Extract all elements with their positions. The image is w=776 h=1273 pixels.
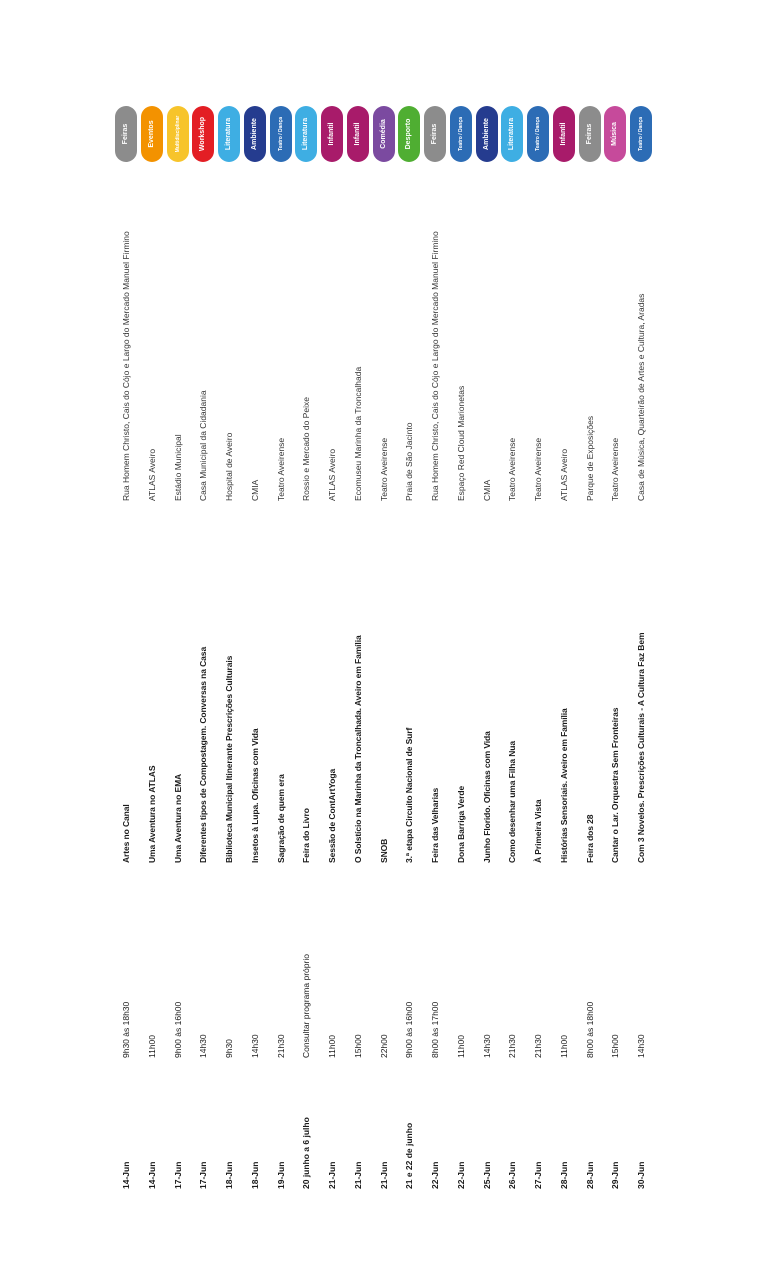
table-row — [503, 0, 521, 1273]
event-place: Rua Homem Christo, Cais do Cójo e Largo do Mercado Manuel Firmino — [121, 231, 131, 501]
event-date: 27-Jun — [533, 1161, 543, 1189]
category-badge: Teatro / Dança — [630, 106, 652, 162]
event-title: Uma Aventura no ATLAS — [146, 765, 157, 863]
table-row — [143, 0, 161, 1273]
event-time: 14h30 — [636, 1034, 646, 1058]
event-time: 21h30 — [507, 1034, 518, 1058]
event-place: ATLAS Aveiro — [146, 448, 157, 501]
table-row — [220, 0, 238, 1273]
category-badge: Feiras — [424, 106, 446, 162]
event-title: Sessão de ContArtYoga — [327, 768, 337, 863]
event-time: 14h30 — [198, 1034, 209, 1058]
table-row — [297, 0, 315, 1273]
event-date: 22-Jun — [455, 1161, 466, 1189]
event-place: Teatro Aveirense — [275, 437, 286, 501]
table-row — [272, 0, 290, 1273]
category-badge: Música — [604, 106, 626, 162]
category-badge: Comédia — [373, 106, 395, 162]
event-date: 28-Jun — [584, 1161, 595, 1189]
event-place: Rua Homem Christo, Cais do Cójo e Largo do Mercado Manuel Firmino — [430, 231, 440, 501]
category-badge: Infantil — [553, 106, 575, 162]
table-row — [452, 0, 470, 1273]
event-time: 9h00 às 16h00 — [172, 1001, 183, 1058]
category-badge: Feiras — [579, 106, 601, 162]
category-badge: Literatura — [295, 106, 317, 162]
table-row — [117, 0, 135, 1273]
event-place: Rossio e Mercado do Peixe — [301, 397, 312, 501]
category-badge: Ambiente — [476, 106, 498, 162]
event-title: Histórias Sensoriais. Aveiro em Família — [558, 708, 569, 863]
event-date: 14-Jun — [146, 1161, 157, 1189]
event-time: 11h00 — [558, 1034, 569, 1058]
event-time: 15h00 — [610, 1034, 621, 1058]
category-badge: Multidisciplinar — [167, 106, 189, 162]
event-time: 11h00 — [146, 1034, 157, 1058]
event-title: O Solstício na Marinha da Troncalhada. Aveiro em Família — [352, 635, 363, 863]
event-time: 9h30 às 18h30 — [121, 1001, 131, 1058]
event-title: Biblioteca Municipal Itinerante Prescrições Culturais — [224, 655, 234, 863]
table-row — [169, 0, 187, 1273]
table-row — [555, 0, 573, 1273]
event-date: 20 junho a 6 julho — [301, 1117, 312, 1189]
table-row — [632, 0, 650, 1273]
event-date: 21 e 22 de junho — [404, 1122, 415, 1189]
event-date: 22-Jun — [430, 1161, 440, 1189]
event-place: Teatro Aveirense — [378, 437, 389, 501]
event-date: 17-Jun — [172, 1161, 183, 1189]
event-title: Com 3 Novelos. Prescrições Culturais - A Cultura Faz Bem — [636, 632, 646, 863]
table-row — [478, 0, 496, 1273]
table-row — [529, 0, 547, 1273]
event-time: 21h30 — [533, 1034, 543, 1058]
event-title: 3.ª etapa Circuito Nacional de Surf — [404, 727, 415, 863]
table-row — [426, 0, 444, 1273]
event-title: Cantar o Lar. Orquestra Sem Fronteiras — [610, 707, 621, 863]
table-row — [323, 0, 341, 1273]
event-time: Consultar programa próprio — [301, 954, 312, 1058]
event-place: Teatro Aveirense — [610, 437, 621, 501]
event-date: 25-Jun — [481, 1161, 492, 1189]
event-time: 15h00 — [352, 1034, 363, 1058]
event-title: SNOB — [378, 838, 389, 863]
event-time: 14h30 — [481, 1034, 492, 1058]
event-title: Junho Florido. Oficinas com Vida — [481, 731, 492, 863]
event-date: 14-Jun — [121, 1161, 131, 1189]
event-time: 8h00 às 18h00 — [584, 1001, 595, 1058]
event-place: Parque de Exposições — [584, 415, 595, 501]
event-place: CMIA — [249, 479, 260, 501]
event-time: 8h00 às 17h00 — [430, 1001, 440, 1058]
table-row — [606, 0, 624, 1273]
event-title: Feira das Velharias — [430, 787, 440, 863]
event-date: 18-Jun — [249, 1161, 260, 1189]
event-title: Feira do Livro — [301, 808, 312, 863]
event-place: Teatro Aveirense — [533, 437, 543, 501]
event-title: Artes no Canal — [121, 804, 131, 863]
event-title: Diferentes tipos de Compostagem. Conversas na Casa — [198, 646, 209, 863]
event-title: Dona Barriga Verde — [455, 785, 466, 863]
table-row — [246, 0, 264, 1273]
event-time: 9h00 às 16h00 — [404, 1001, 415, 1058]
event-place: ATLAS Aveiro — [327, 448, 337, 501]
event-title: Insetos à Lupa. Oficinas com Vida — [249, 728, 260, 863]
category-badge: Infantil — [321, 106, 343, 162]
category-badge: Desporto — [398, 106, 420, 162]
event-place: ATLAS Aveiro — [558, 448, 569, 501]
category-badge: Literatura — [218, 106, 240, 162]
category-badge: Teatro / Dança — [270, 106, 292, 162]
category-badge: Literatura — [501, 106, 523, 162]
category-badge: Teatro / Dança — [450, 106, 472, 162]
event-date: 19-Jun — [275, 1161, 286, 1189]
category-badge: Ambiente — [244, 106, 266, 162]
category-badge: Teatro / Dança — [527, 106, 549, 162]
event-title: Como desenhar uma Filha Nua — [507, 741, 518, 863]
event-time: 9h30 — [224, 1039, 234, 1058]
event-title: Feira dos 28 — [584, 814, 595, 863]
event-place: Estádio Municipal — [172, 434, 183, 501]
event-title: À Primeira Vista — [533, 799, 543, 863]
event-date: 29-Jun — [610, 1161, 621, 1189]
event-date: 21-Jun — [378, 1161, 389, 1189]
event-time: 14h30 — [249, 1034, 260, 1058]
table-row — [349, 0, 367, 1273]
table-row — [375, 0, 393, 1273]
event-place: CMIA — [481, 479, 492, 501]
table-row — [194, 0, 212, 1273]
event-time: 11h00 — [455, 1034, 466, 1058]
event-date: 17-Jun — [198, 1161, 209, 1189]
event-place: Ecomuseu Marinha da Troncalhada — [352, 366, 363, 501]
category-badge: Feiras — [115, 106, 137, 162]
event-place: Hospital de Aveiro — [224, 432, 234, 501]
event-time: 22h00 — [378, 1034, 389, 1058]
event-place: Teatro Aveirense — [507, 437, 518, 501]
event-time: 21h30 — [275, 1034, 286, 1058]
event-place: Praia de São Jacinto — [404, 422, 415, 501]
event-date: 26-Jun — [507, 1161, 518, 1189]
event-date: 18-Jun — [224, 1161, 234, 1189]
event-time: 11h00 — [327, 1034, 337, 1058]
event-date: 30-Jun — [636, 1161, 646, 1189]
event-place: Espaço Red Cloud Marionetas — [455, 385, 466, 501]
event-title: Sagração de quem era — [275, 774, 286, 863]
event-title: Uma Aventura no EMA — [172, 773, 183, 863]
event-date: 21-Jun — [352, 1161, 363, 1189]
table-row — [581, 0, 599, 1273]
event-date: 21-Jun — [327, 1161, 337, 1189]
category-badge: Workshop — [192, 106, 214, 162]
category-badge: Infantil — [347, 106, 369, 162]
table-row — [400, 0, 418, 1273]
event-place: Casa Municipal da Cidadania — [198, 390, 209, 501]
event-place: Casa de Música, Quarteirão de Artes e Cultura, Aradas — [636, 293, 646, 501]
event-date: 28-Jun — [558, 1161, 569, 1189]
category-badge: Eventos — [141, 106, 163, 162]
